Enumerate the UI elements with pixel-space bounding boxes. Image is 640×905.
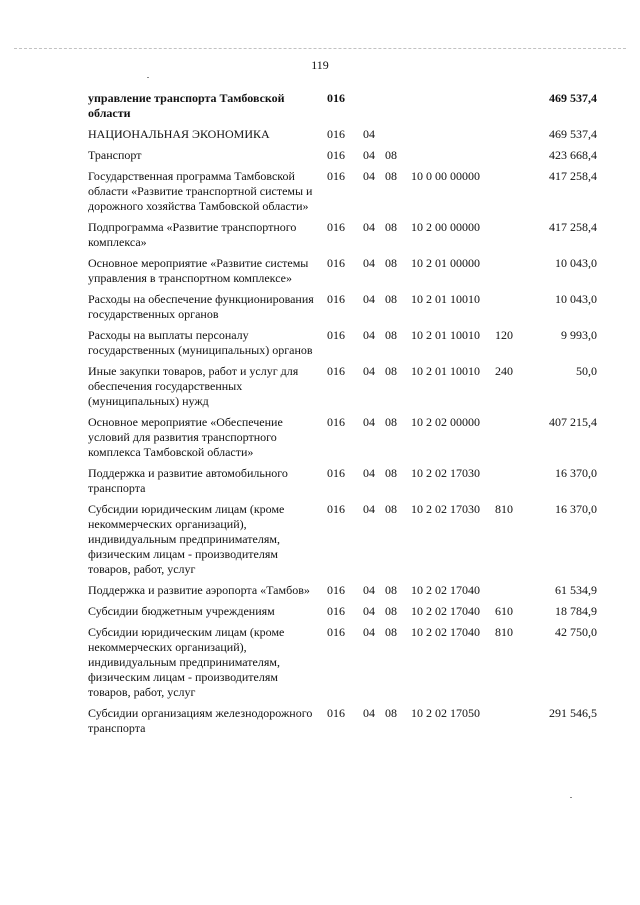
table-row bbox=[88, 169, 618, 214]
ministry-code: 016 bbox=[327, 292, 345, 306]
row-name: Субсидии юридическим лицам (кроме некоммерческих организаций), индивидуальным предпринимателям, физическим лицам - производителям товаров, работ, услуг bbox=[88, 625, 288, 699]
page-number: 119 bbox=[311, 58, 329, 72]
table-row bbox=[88, 706, 618, 736]
amount-value: 469 537,4 bbox=[549, 127, 597, 141]
section-code: 04 bbox=[363, 256, 375, 270]
section-code: 04 bbox=[363, 604, 375, 618]
ministry-code: 016 bbox=[327, 148, 345, 162]
amount-value: 18 784,9 bbox=[555, 604, 597, 618]
table-row bbox=[88, 148, 618, 163]
ministry-code: 016 bbox=[327, 127, 345, 141]
row-name: Расходы на обеспечение функционирования государственных органов bbox=[88, 292, 317, 321]
expense-type-code: 610 bbox=[495, 604, 513, 618]
ministry-code: 016 bbox=[327, 502, 345, 516]
table-row bbox=[88, 256, 618, 286]
ministry-code: 016 bbox=[327, 415, 345, 429]
subsection-code: 08 bbox=[385, 583, 397, 597]
section-code: 04 bbox=[363, 328, 375, 342]
amount-value: 16 370,0 bbox=[555, 466, 597, 480]
row-name: Субсидии юридическим лицам (кроме некоммерческих организаций), индивидуальным предпринимателям, физическим лицам - производителям товаров, работ, услуг bbox=[88, 502, 288, 576]
amount-value: 10 043,0 bbox=[555, 256, 597, 270]
expense-type-code: 240 bbox=[495, 364, 513, 378]
ministry-code: 016 bbox=[327, 256, 345, 270]
subsection-code: 08 bbox=[385, 328, 397, 342]
ministry-code: 016 bbox=[327, 583, 345, 597]
subsection-code: 08 bbox=[385, 364, 397, 378]
row-name: Государственная программа Тамбовской области «Развитие транспортной системы и дорожного хозяйства Тамбовской области» bbox=[88, 169, 316, 213]
scan-header-marks bbox=[14, 48, 626, 51]
row-name: Транспорт bbox=[88, 148, 142, 162]
amount-value: 10 043,0 bbox=[555, 292, 597, 306]
row-name: Основное мероприятие «Развитие системы управления в транспортном комплексе» bbox=[88, 256, 312, 285]
program-code: 10 2 02 17040 bbox=[411, 583, 480, 597]
section-code: 04 bbox=[363, 706, 375, 720]
section-code: 04 bbox=[363, 583, 375, 597]
subsection-code: 08 bbox=[385, 625, 397, 639]
section-code: 04 bbox=[363, 364, 375, 378]
subsection-code: 08 bbox=[385, 292, 397, 306]
ministry-code: 016 bbox=[327, 706, 345, 720]
subsection-code: 08 bbox=[385, 256, 397, 270]
amount-value: 42 750,0 bbox=[555, 625, 597, 639]
section-code: 04 bbox=[363, 415, 375, 429]
row-name: Субсидии бюджетным учреждениям bbox=[88, 604, 275, 618]
amount-value: 291 546,5 bbox=[549, 706, 597, 720]
program-code: 10 2 00 00000 bbox=[411, 220, 480, 234]
section-code: 04 bbox=[363, 466, 375, 480]
amount-value: 423 668,4 bbox=[549, 148, 597, 162]
section-code: 04 bbox=[363, 127, 375, 141]
program-code: 10 0 00 00000 bbox=[411, 169, 480, 183]
section-code: 04 bbox=[363, 148, 375, 162]
ministry-code: 016 bbox=[327, 604, 345, 618]
amount-value: 9 993,0 bbox=[561, 328, 597, 342]
subsection-code: 08 bbox=[385, 502, 397, 516]
program-code: 10 2 01 10010 bbox=[411, 292, 480, 306]
table-row bbox=[88, 127, 618, 142]
table-row bbox=[88, 625, 618, 700]
row-name: Подпрограмма «Развитие транспортного комплекса» bbox=[88, 220, 300, 249]
scan-speck bbox=[570, 797, 572, 798]
amount-value: 61 534,9 bbox=[555, 583, 597, 597]
ministry-code: 016 bbox=[327, 364, 345, 378]
section-code: 04 bbox=[363, 625, 375, 639]
budget-table bbox=[88, 91, 618, 742]
program-code: 10 2 01 00000 bbox=[411, 256, 480, 270]
row-name: Поддержка и развитие автомобильного транспорта bbox=[88, 466, 291, 495]
expense-type-code: 120 bbox=[495, 328, 513, 342]
subsection-code: 08 bbox=[385, 169, 397, 183]
subsection-code: 08 bbox=[385, 466, 397, 480]
subsection-code: 08 bbox=[385, 220, 397, 234]
expense-type-code: 810 bbox=[495, 502, 513, 516]
row-name: Иные закупки товаров, работ и услуг для обеспечения государственных (муниципальных) нужд bbox=[88, 364, 302, 408]
ministry-code: 016 bbox=[327, 169, 345, 183]
amount-value: 407 215,4 bbox=[549, 415, 597, 429]
program-code: 10 2 01 10010 bbox=[411, 328, 480, 342]
section-code: 04 bbox=[363, 169, 375, 183]
ministry-code: 016 bbox=[327, 466, 345, 480]
table-row bbox=[88, 292, 618, 322]
ministry-code: 016 bbox=[327, 328, 345, 342]
subsection-code: 08 bbox=[385, 706, 397, 720]
subsection-code: 08 bbox=[385, 415, 397, 429]
scan-speck bbox=[147, 77, 149, 78]
ministry-code: 016 bbox=[327, 91, 345, 105]
section-code: 04 bbox=[363, 292, 375, 306]
amount-value: 16 370,0 bbox=[555, 502, 597, 516]
subsection-code: 08 bbox=[385, 604, 397, 618]
amount-value: 417 258,4 bbox=[549, 169, 597, 183]
table-row bbox=[88, 466, 618, 496]
program-code: 10 2 02 00000 bbox=[411, 415, 480, 429]
row-name: управление транспорта Тамбовской области bbox=[88, 91, 288, 120]
table-row bbox=[88, 415, 618, 460]
amount-value: 469 537,4 bbox=[549, 91, 597, 105]
program-code: 10 2 02 17030 bbox=[411, 502, 480, 516]
table-row bbox=[88, 328, 618, 358]
program-code: 10 2 02 17030 bbox=[411, 466, 480, 480]
program-code: 10 2 02 17040 bbox=[411, 604, 480, 618]
row-name: Субсидии организациям железнодорожного транспорта bbox=[88, 706, 316, 735]
expense-type-code: 810 bbox=[495, 625, 513, 639]
section-code: 04 bbox=[363, 220, 375, 234]
section-code: 04 bbox=[363, 502, 375, 516]
table-row bbox=[88, 220, 618, 250]
table-row bbox=[88, 502, 618, 577]
row-name: Основное мероприятие «Обеспечение условий для развития транспортного комплекса Тамбовской области» bbox=[88, 415, 286, 459]
program-code: 10 2 02 17040 bbox=[411, 625, 480, 639]
table-row bbox=[88, 604, 618, 619]
subsection-code: 08 bbox=[385, 148, 397, 162]
ministry-code: 016 bbox=[327, 625, 345, 639]
row-name: Расходы на выплаты персоналу государственных (муниципальных) органов bbox=[88, 328, 313, 357]
program-code: 10 2 02 17050 bbox=[411, 706, 480, 720]
row-name: Поддержка и развитие аэропорта «Тамбов» bbox=[88, 583, 310, 597]
program-code: 10 2 01 10010 bbox=[411, 364, 480, 378]
amount-value: 50,0 bbox=[576, 364, 597, 378]
ministry-code: 016 bbox=[327, 220, 345, 234]
table-row bbox=[88, 91, 618, 121]
table-row bbox=[88, 583, 618, 598]
table-row bbox=[88, 364, 618, 409]
row-name: НАЦИОНАЛЬНАЯ ЭКОНОМИКА bbox=[88, 127, 270, 141]
amount-value: 417 258,4 bbox=[549, 220, 597, 234]
